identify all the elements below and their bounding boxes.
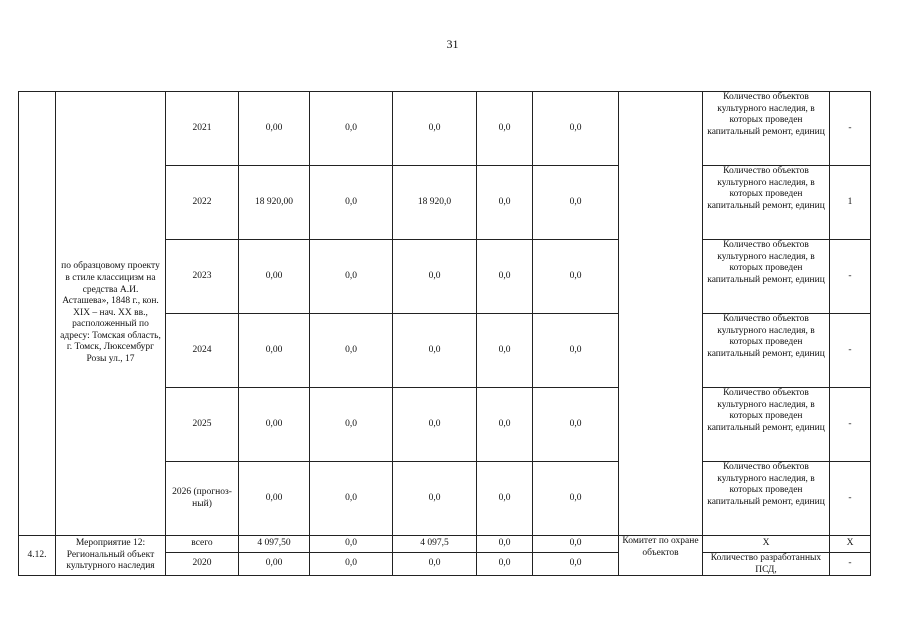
other-cell: 0,0 [533, 553, 619, 576]
federal-cell: 0,0 [310, 553, 393, 576]
indicator-value: - [830, 388, 871, 462]
other-cell: 0,0 [533, 536, 619, 553]
other-cell: 0,0 [533, 314, 619, 388]
local-cell: 0,0 [477, 462, 533, 536]
federal-cell: 0,0 [310, 462, 393, 536]
other-cell: 0,0 [533, 462, 619, 536]
indicator-cell: Количество объектов культурного наследия, в которых проведен капитальный ремонт, единиц [703, 388, 830, 462]
indicator-value: - [830, 553, 871, 576]
year-cell: всего [166, 536, 239, 553]
year-cell: 2026 (прогноз-ный) [166, 462, 239, 536]
event-description: по образцовому проекту в стиле классицизм на средства А.И. Асташева», 1848 г., кон. XIX – нач. XX вв., расположенный по адресу: Томская область, г. Томск, Люксембург Розы ул., 17 [56, 92, 166, 536]
total-cell: 4 097,50 [239, 536, 310, 553]
federal-cell: 0,0 [310, 166, 393, 240]
other-cell: 0,0 [533, 166, 619, 240]
item-number: 4.12. [19, 536, 56, 576]
total-cell: 0,00 [239, 240, 310, 314]
total-cell: 0,00 [239, 92, 310, 166]
indicator-value: - [830, 314, 871, 388]
executor-cell: Комитет по охране объектов [619, 536, 703, 576]
regional-cell: 0,0 [393, 462, 477, 536]
other-cell: 0,0 [533, 92, 619, 166]
year-cell: 2022 [166, 166, 239, 240]
federal-cell: 0,0 [310, 388, 393, 462]
total-cell: 18 920,00 [239, 166, 310, 240]
local-cell: 0,0 [477, 166, 533, 240]
event-description: Мероприятие 12: Региональный объект культурного наследия [56, 536, 166, 576]
table-row [19, 536, 871, 553]
program-table [18, 91, 871, 576]
year-cell: 2020 [166, 553, 239, 576]
other-cell: 0,0 [533, 240, 619, 314]
federal-cell: 0,0 [310, 240, 393, 314]
total-cell: 0,00 [239, 388, 310, 462]
regional-cell: 4 097,5 [393, 536, 477, 553]
local-cell: 0,0 [477, 553, 533, 576]
regional-cell: 0,0 [393, 240, 477, 314]
federal-cell: 0,0 [310, 314, 393, 388]
executor-cell [619, 92, 703, 536]
regional-cell: 0,0 [393, 92, 477, 166]
number-cell [19, 92, 56, 536]
indicator-value: - [830, 92, 871, 166]
indicator-value: 1 [830, 166, 871, 240]
year-cell: 2021 [166, 92, 239, 166]
year-cell: 2024 [166, 314, 239, 388]
page-number: 31 [446, 37, 459, 51]
year-cell: 2025 [166, 388, 239, 462]
regional-cell: 0,0 [393, 553, 477, 576]
local-cell: 0,0 [477, 92, 533, 166]
indicator-cell: Количество объектов культурного наследия, в которых проведен капитальный ремонт, единиц [703, 462, 830, 536]
indicator-cell: Количество объектов культурного наследия, в которых проведен капитальный ремонт, единиц [703, 92, 830, 166]
indicator-cell: Количество объектов культурного наследия, в которых проведен капитальный ремонт, единиц [703, 314, 830, 388]
local-cell: 0,0 [477, 388, 533, 462]
local-cell: 0,0 [477, 240, 533, 314]
table-row [19, 92, 871, 166]
local-cell: 0,0 [477, 314, 533, 388]
indicator-cell: Количество объектов культурного наследия, в которых проведен капитальный ремонт, единиц [703, 240, 830, 314]
total-cell: 0,00 [239, 462, 310, 536]
indicator-cell: Количество разработанных ПСД, [703, 553, 830, 576]
federal-cell: 0,0 [310, 536, 393, 553]
total-cell: 0,00 [239, 314, 310, 388]
regional-cell: 18 920,0 [393, 166, 477, 240]
indicator-cell: Количество объектов культурного наследия, в которых проведен капитальный ремонт, единиц [703, 166, 830, 240]
local-cell: 0,0 [477, 536, 533, 553]
other-cell: 0,0 [533, 388, 619, 462]
year-cell: 2023 [166, 240, 239, 314]
indicator-value: Х [830, 536, 871, 553]
regional-cell: 0,0 [393, 388, 477, 462]
federal-cell: 0,0 [310, 92, 393, 166]
indicator-value: - [830, 240, 871, 314]
indicator-cell: Х [703, 536, 830, 553]
total-cell: 0,00 [239, 553, 310, 576]
indicator-value: - [830, 462, 871, 536]
regional-cell: 0,0 [393, 314, 477, 388]
